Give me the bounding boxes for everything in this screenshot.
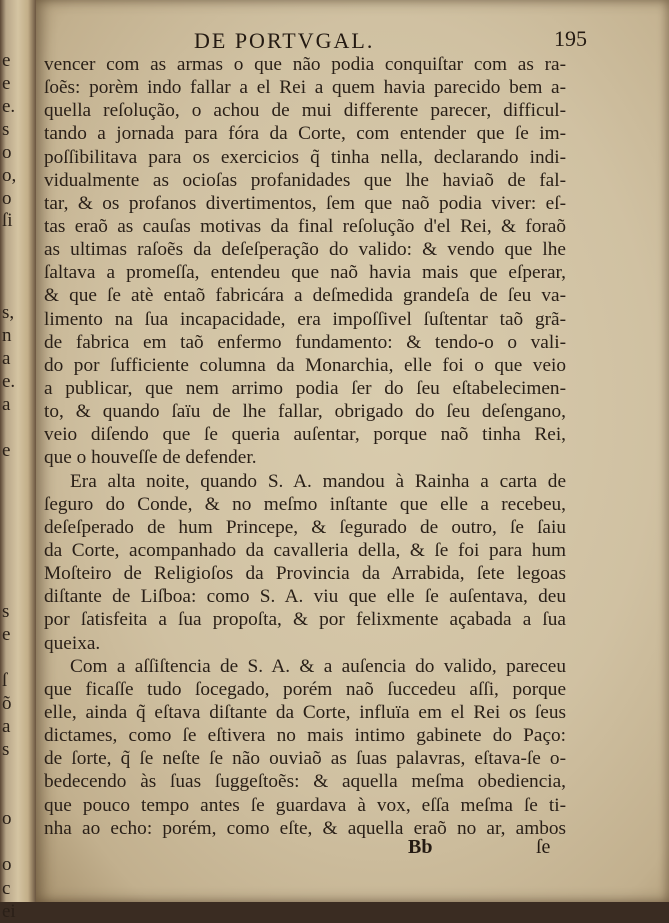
running-head-title: DE PORTVGAL. (194, 28, 375, 53)
text-line: ſaltava a promeſſa, entendeu que naõ havia mais que eſperar, (44, 262, 566, 284)
text-line: tando a jornada para fóra da Corte, com entender que ſe im- (44, 123, 566, 145)
text-line: bedecendo às ſuas ſuggeſtoẽs: & aquella meſma obediencia, (44, 771, 566, 793)
left-page-fragment: e. (2, 371, 16, 392)
left-page-fragment: s (2, 739, 10, 760)
adjacent-page-edge (0, 0, 36, 922)
text-line: tas eraõ as cauſas motivas da final reſolução d'el Rei, & foraõ (44, 215, 566, 237)
text-line: dictames, como ſe eſtivera no mais intimo gabinete do Paço: (44, 725, 566, 747)
left-page-fragment: ſ (2, 670, 8, 691)
page-number: 195 (554, 26, 587, 51)
text-line: nha ao echo: porém, como eſte, & aquella eraõ no ar, ambos (44, 817, 566, 839)
text-line: de fabrica em taõ enfermo fundamento: & tendo-o o vali- (44, 331, 566, 353)
text-line: que pouco tempo antes ſe guardava à vox, eſſa meſma ſe ti- (44, 794, 566, 816)
text-line: elle, ainda q̃ eſtava diſtante da Corte, influïa em el Rei os ſeus (44, 701, 566, 723)
running-head (36, 26, 669, 54)
left-page-fragment: s (2, 119, 10, 140)
left-page-fragment: e (2, 624, 11, 645)
text-line: Com a aſſiſtencia de S. A. & a auſencia do valido, pareceu (70, 655, 566, 677)
left-page-fragment: s (2, 601, 10, 622)
left-page-fragment: o (2, 142, 12, 163)
left-page-fragment: e (2, 73, 11, 94)
text-line: & que ſe atè entaõ fabricára a deſmedida grandeſa de ſeu va- (44, 285, 566, 307)
signature-mark: Bb (408, 836, 433, 858)
left-page-fragment: o (2, 854, 12, 875)
left-page-fragment: ſi (2, 210, 13, 231)
left-page-fragment: a (2, 394, 11, 415)
text-line: ſeguro do Conde, & no meſmo inſtante que elle a recebeu, (44, 493, 566, 515)
text-line: deſeſperado de hum Princepe, & ſegurado de outro, ſe ſaiu (44, 516, 566, 538)
left-page-fragment: e. (2, 96, 16, 117)
text-line: que o houveſſe de defender. (44, 447, 257, 469)
left-page-fragment: e (2, 50, 11, 71)
text-line: de ſorte, q̃ ſe neſte ſe não ouviaõ as ſuas palavras, eſtava-ſe o- (44, 748, 566, 770)
left-page-fragment: õ (2, 693, 12, 714)
text-line: por ſatisfeita a ſua propoſta, & por felixmente açabada a ſua (44, 609, 566, 631)
left-page-fragment: n (2, 325, 12, 346)
book-page (36, 0, 669, 902)
text-line: to, & quando ſaïu de lhe fallar, obrigado do ſeu deſengano, (44, 401, 566, 423)
text-line: diſtante de Liſboa: como S. A. viu que elle ſe auſentava, deu (44, 586, 566, 608)
text-line: que ficaſſe tudo ſocegado, porém naõ ſuccedeu aſſi, porque (44, 678, 566, 700)
catchword: ſe (536, 836, 551, 858)
left-page-fragment: o (2, 808, 12, 829)
left-page-fragment: e (2, 440, 11, 461)
text-line: quella reſolução, o achou de mui differente parecer, difficul- (44, 100, 566, 122)
text-line: a publicar, que nem arrimo podia ſer do ſeu eſtabelecimen- (44, 377, 566, 399)
left-page-fragment: c (2, 878, 11, 899)
left-page-fragment: a (2, 348, 11, 369)
left-page-fragment: a (2, 716, 11, 737)
left-page-fragment: o (2, 188, 12, 209)
text-line: Moſteiro de Religioſos da Provincia da Arrabida, ſete legoas (44, 563, 566, 585)
text-line: limento na ſua incapacidade, era impoſſivel ſuſtentar taõ grã- (44, 308, 566, 330)
text-line: vencer com as armas o que não podia conquiſtar com as ra- (44, 54, 566, 75)
text-line: tar, & os profanos divertimentos, ſem que naõ podia viver: eſ- (44, 192, 566, 214)
left-page-fragment: o, (2, 165, 17, 186)
text-line: ſoẽs: porèm indo fallar a el Rei a quem havia parecido bem a- (44, 77, 566, 99)
text-line: as ultimas raſoẽs da deſeſperação do valido: & vendo que lhe (44, 239, 566, 261)
text-line: queixa. (44, 632, 101, 654)
text-line: do por ſufficiente columna da Monarchia, elle foi o que veio (44, 354, 566, 376)
text-line: veio diſendo que ſe queria auſentar, porque naõ tinha Rei, (44, 424, 566, 446)
text-line: da Corte, acompanhado da cavalleria della, & ſe foi para hum (44, 539, 566, 561)
page-footer (36, 836, 669, 862)
text-line: Era alta noite, quando S. A. mandou à Rainha a carta de (70, 470, 566, 492)
text-line: vidualmente as ocioſas profanidades que lhe haviaõ de fal- (44, 169, 566, 191)
left-page-fragment: s, (2, 302, 15, 323)
left-page-fragment: ei (2, 901, 16, 922)
text-line: poſſibilitava para os exercicios q̃ tinha nella, declarando indi- (44, 146, 566, 168)
body-text (44, 53, 566, 840)
